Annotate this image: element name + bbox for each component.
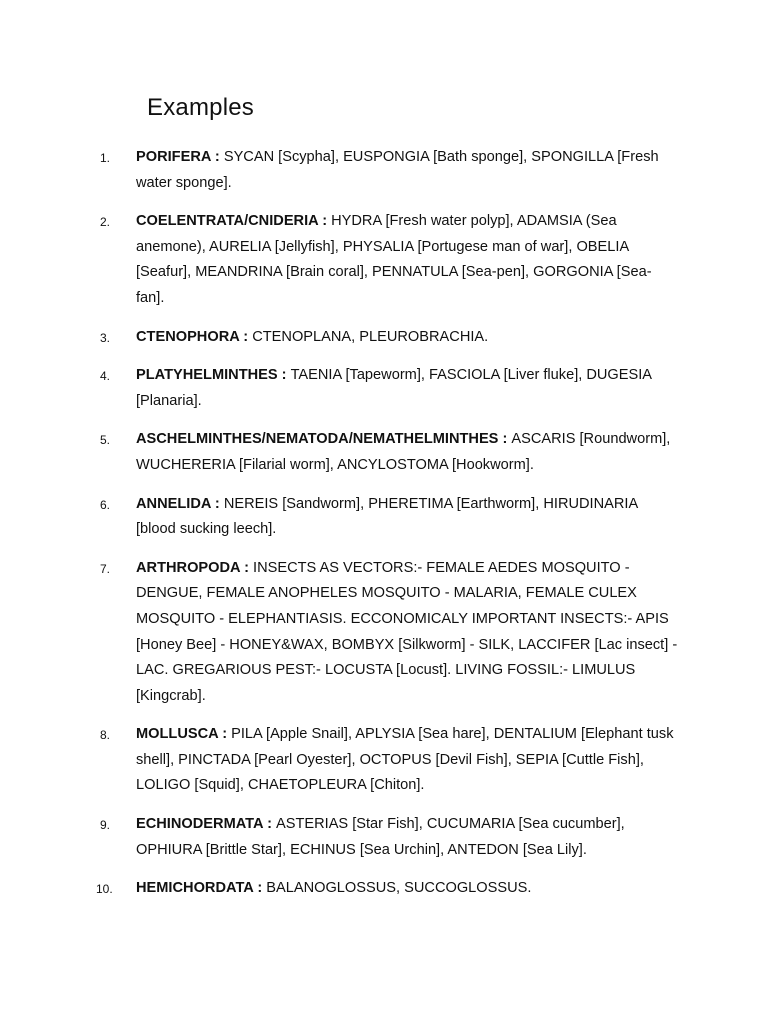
list-item	[0, 556, 768, 710]
item-number: 6.	[100, 497, 111, 512]
phylum-name: MOLLUSCA :	[136, 726, 232, 743]
phylum-name: ANNELIDA :	[136, 495, 224, 512]
list-item	[0, 876, 768, 902]
item-number: 2.	[100, 215, 111, 230]
list-item	[0, 722, 768, 799]
phylum-name: ASCHELMINTHES/NEMATODA/NEMATHELMINTHES :	[136, 431, 512, 448]
item-number: 5.	[100, 433, 111, 448]
phylum-name: ECHINODERMATA :	[136, 816, 276, 833]
list-item	[0, 427, 768, 478]
phylum-examples: SYCAN [Scypha], EUSPONGIA [Bath sponge], SPONGILLA [Fresh water sponge].	[136, 149, 659, 191]
item-number: 8.	[100, 728, 111, 743]
list-item	[0, 492, 768, 543]
phylum-examples: NEREIS [Sandworm], PHERETIMA [Earthworm], HIRUDINARIA [blood sucking leech].	[136, 495, 638, 538]
phylum-name: CTENOPHORA :	[136, 328, 253, 345]
phylum-name: PORIFERA :	[136, 149, 224, 165]
phylum-examples: CTENOPLANA, PLEUROBRACHIA.	[252, 328, 489, 345]
phylum-examples: ASCARIS [Roundworm], WUCHERERIA [Filarial worm], ANCYLOSTOMA [Hookworm].	[136, 431, 671, 473]
list-item	[0, 209, 768, 311]
phylum-examples: BALANOGLOSSUS, SUCCOGLOSSUS.	[266, 880, 532, 897]
phylum-examples-list	[0, 145, 768, 915]
list-item	[0, 812, 768, 863]
page-title: Examples	[147, 94, 254, 121]
phylum-examples: TAENIA [Tapeworm], FASCIOLA [Liver fluke], DUGESIA [Planaria].	[136, 367, 652, 409]
phylum-examples: ASTERIAS [Star Fish], CUCUMARIA [Sea cucumber], OPHIURA [Brittle Star], ECHINUS [Sea Urchin], ANTEDON [Sea Lily].	[136, 816, 625, 858]
item-number: 4.	[100, 369, 111, 384]
list-item	[0, 145, 768, 196]
phylum-name: PLATYHELMINTHES :	[136, 367, 291, 384]
list-item	[0, 363, 768, 414]
item-number: 10.	[96, 882, 113, 897]
item-number: 1.	[100, 151, 111, 165]
phylum-examples: INSECTS AS VECTORS:- FEMALE AEDES MOSQUITO - DENGUE, FEMALE ANOPHELES MOSQUITO - MALARIA, FEMALE CULEX MOSQUITO - ELEPHANTIASIS. ECCONOMICALY IMPORTANT INSECTS:- APIS [Honey Bee] - HONEY&WAX, BOMBYX [Silkworm] - SILK, LACCIFER [Lac insect] - LAC. GREGARIOUS PEST:- LOCUSTA [Locust]. LIVING FOSSIL:- LIMULUS [Kingcrab].	[136, 559, 678, 704]
phylum-name: ARTHROPODA :	[136, 559, 254, 576]
phylum-name: HEMICHORDATA :	[136, 880, 267, 897]
phylum-examples: HYDRA [Fresh water polyp], ADAMSIA (Sea anemone), AURELIA [Jellyfish], PHYSALIA [Portugese man of war], OBELIA [Seafur], MEANDRINA [Brain coral], PENNATULA [Sea-pen], GORGONIA [Sea-fan].	[136, 213, 652, 306]
item-number: 9.	[100, 818, 111, 833]
phylum-name: COELENTRATA/CNIDERIA :	[136, 213, 332, 230]
list-item	[0, 325, 768, 351]
item-number: 7.	[100, 561, 111, 576]
phylum-examples: PILA [Apple Snail], APLYSIA [Sea hare], DENTALIUM [Elephant tusk shell], PINCTADA [Pearl Oyester], OCTOPUS [Devil Fish], SEPIA [Cuttle Fish], LOLIGO [Squid], CHAETOPLEURA [Chiton].	[136, 726, 674, 794]
item-number: 3.	[100, 330, 111, 345]
